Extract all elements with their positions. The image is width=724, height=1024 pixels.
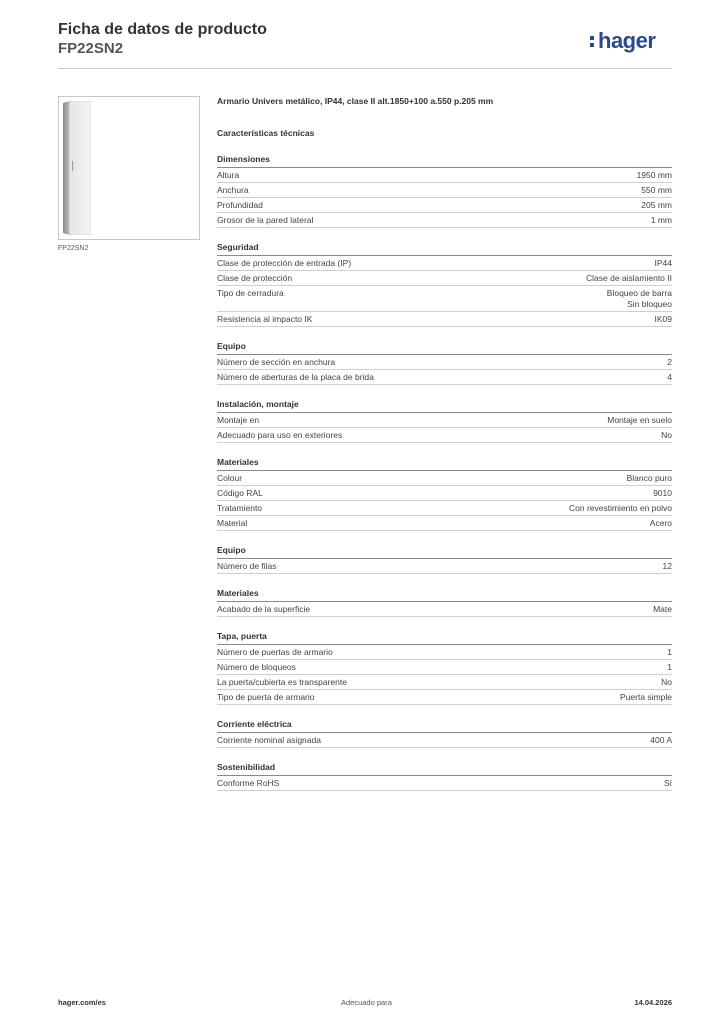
- spec-value-line: Blanco puro: [626, 473, 672, 483]
- spec-value: [667, 357, 672, 368]
- spec-value-line: 1: [667, 662, 672, 672]
- product-image-frame: [58, 96, 200, 240]
- spec-label: Adecuado para uso en exteriores: [217, 430, 343, 440]
- spec-row: [217, 486, 672, 501]
- spec-section: [217, 631, 672, 705]
- spec-value: [667, 647, 672, 658]
- spec-label: Colour: [217, 473, 243, 483]
- spec-row: [217, 271, 672, 286]
- page-title: Ficha de datos de producto: [58, 21, 267, 38]
- section-title: Instalación, montaje: [217, 399, 672, 413]
- spec-row: [217, 602, 672, 617]
- footer-suitable-for: Adecuado para: [341, 998, 392, 1007]
- spec-section: [217, 545, 672, 574]
- hager-logo: [590, 26, 676, 56]
- spec-value-line: 400 A: [650, 735, 672, 745]
- spec-value: [667, 372, 672, 383]
- spec-section: [217, 719, 672, 748]
- spec-label: Tratamiento: [217, 503, 263, 513]
- spec-label: Montaje en: [217, 415, 260, 425]
- product-reference: FP22SN2: [58, 40, 124, 57]
- spec-section: [217, 457, 672, 531]
- spec-sections: [217, 154, 672, 791]
- spec-row: [217, 776, 672, 791]
- spec-row: [217, 733, 672, 748]
- spec-value-line: Clase de aislamiento II: [586, 273, 672, 283]
- spec-row: [217, 559, 672, 574]
- spec-label: Número de sección en anchura: [217, 357, 336, 367]
- footer-date: 14.04.2026: [634, 998, 672, 1007]
- spec-row: [217, 198, 672, 213]
- spec-value: [655, 314, 673, 325]
- spec-section: [217, 341, 672, 385]
- spec-value: [653, 604, 672, 615]
- spec-value-line: 4: [667, 372, 672, 382]
- spec-value: [641, 185, 672, 196]
- spec-label: Número de filas: [217, 561, 277, 571]
- spec-value-line: 1950 mm: [636, 170, 672, 180]
- spec-value-line: 2: [667, 357, 672, 367]
- spec-row: [217, 355, 672, 370]
- spec-value: [627, 473, 672, 484]
- spec-value-line: Puerta simple: [620, 692, 672, 702]
- spec-row: [217, 413, 672, 428]
- spec-row: [217, 168, 672, 183]
- spec-value-line: Sin bloqueo: [627, 299, 672, 309]
- spec-label: Altura: [217, 170, 240, 180]
- spec-section: [217, 242, 672, 327]
- spec-value: [650, 518, 672, 529]
- spec-value: [661, 677, 672, 688]
- section-title: Materiales: [217, 457, 672, 471]
- spec-value: [655, 258, 673, 269]
- spec-label: Acabado de la superficie: [217, 604, 311, 614]
- spec-row: [217, 645, 672, 660]
- spec-row: [217, 370, 672, 385]
- spec-value-line: Con revestimiento en polvo: [568, 503, 672, 513]
- spec-row: [217, 690, 672, 705]
- spec-label: Profundidad: [217, 200, 263, 210]
- spec-section: [217, 588, 672, 617]
- spec-row: [217, 256, 672, 271]
- spec-value-line: Acero: [649, 518, 672, 528]
- spec-section: [217, 399, 672, 443]
- cabinet-image: [63, 101, 91, 235]
- section-title: Seguridad: [217, 242, 672, 256]
- spec-row: [217, 183, 672, 198]
- spec-label: Corriente nominal asignada: [217, 735, 321, 745]
- spec-value: [569, 503, 672, 514]
- spec-label: Grosor de la pared lateral: [217, 215, 314, 225]
- spec-value: [641, 200, 672, 211]
- spec-row: [217, 516, 672, 531]
- spec-value: [650, 735, 672, 746]
- spec-label: Tipo de cerradura: [217, 288, 284, 298]
- spec-row: [217, 213, 672, 228]
- section-title: Tapa, puerta: [217, 631, 672, 645]
- tech-characteristics-title: Características técnicas: [217, 128, 315, 138]
- spec-value: [637, 170, 672, 181]
- spec-value: [661, 430, 672, 441]
- spec-section: [217, 762, 672, 791]
- spec-value: [664, 778, 672, 789]
- spec-label: Clase de protección de entrada (IP): [217, 258, 352, 268]
- section-title: Equipo: [217, 341, 672, 355]
- spec-section: [217, 154, 672, 228]
- spec-value-line: IK09: [654, 314, 672, 324]
- spec-label: Conforme RoHS: [217, 778, 280, 788]
- spec-label: Tipo de puerta de armario: [217, 692, 315, 702]
- spec-value: [663, 561, 672, 572]
- spec-label: La puerta/cubierta es transparente: [217, 677, 347, 687]
- section-title: Corriente eléctrica: [217, 719, 672, 733]
- section-title: Equipo: [217, 545, 672, 559]
- image-caption: FP22SN2: [58, 245, 89, 252]
- logo-text: hager: [598, 28, 656, 53]
- spec-value-line: 550 mm: [641, 185, 672, 195]
- section-title: Materiales: [217, 588, 672, 602]
- spec-label: Resistencia al impacto IK: [217, 314, 313, 324]
- spec-label: Clase de protección: [217, 273, 293, 283]
- spec-row: [217, 286, 672, 312]
- spec-label: Número de bloqueos: [217, 662, 296, 672]
- spec-label: Número de puertas de armario: [217, 647, 333, 657]
- spec-value: [651, 215, 672, 226]
- spec-value-line: Mate: [653, 604, 672, 614]
- spec-value-line: 9010: [653, 488, 672, 498]
- spec-label: Anchura: [217, 185, 249, 195]
- spec-row: [217, 660, 672, 675]
- spec-row: [217, 471, 672, 486]
- spec-value: [607, 415, 672, 426]
- spec-value-line: 205 mm: [641, 200, 672, 210]
- spec-value: [620, 692, 672, 703]
- spec-row: [217, 675, 672, 690]
- footer-website: hager.com/es: [58, 998, 106, 1007]
- spec-row: [217, 312, 672, 327]
- spec-value-line: 1 mm: [650, 215, 672, 225]
- spec-value: [667, 662, 672, 673]
- spec-value-line: Sí: [663, 778, 672, 788]
- spec-value-line: 12: [662, 561, 672, 571]
- spec-row: [217, 428, 672, 443]
- spec-row: [217, 501, 672, 516]
- spec-value: [586, 273, 672, 284]
- spec-label: Código RAL: [217, 488, 263, 498]
- spec-value: [607, 288, 672, 310]
- spec-value-line: No: [661, 430, 672, 440]
- section-title: Sostenibilidad: [217, 762, 672, 776]
- header-divider: [58, 68, 672, 69]
- spec-label: Número de aberturas de la placa de brida: [217, 372, 374, 382]
- logo-dots-icon: [590, 36, 594, 47]
- section-title: Dimensiones: [217, 154, 672, 168]
- spec-value-line: Montaje en suelo: [607, 415, 672, 425]
- spec-value-line: No: [661, 677, 672, 687]
- spec-value-line: Bloqueo de barra: [606, 288, 672, 298]
- product-specs: [217, 96, 672, 791]
- spec-value-line: IP44: [654, 258, 672, 268]
- spec-value: [653, 488, 672, 499]
- spec-value-line: 1: [667, 647, 672, 657]
- product-description: Armario Univers metálico, IP44, clase II alt.1850+100 a.550 p.205 mm: [217, 96, 494, 106]
- spec-label: Material: [217, 518, 248, 528]
